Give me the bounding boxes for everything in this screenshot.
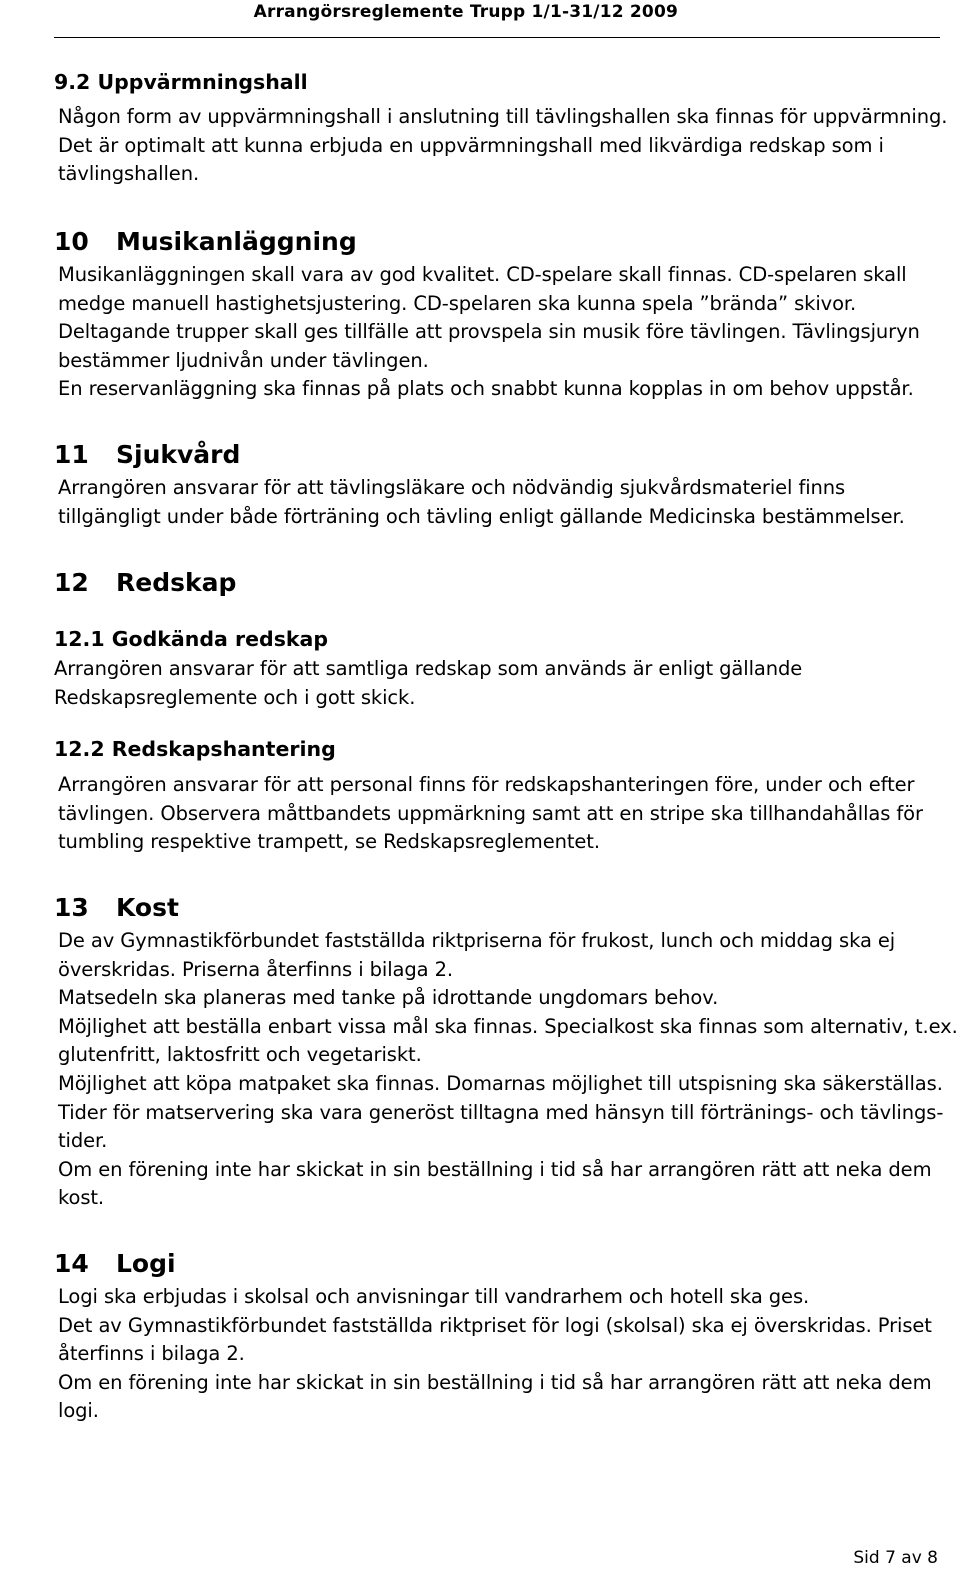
paragraph-10 <box>58 261 958 404</box>
text-line: Deltagande trupper skall ges tillfälle att provspela sin musik före tävlingen. Tävlingsjuryn <box>58 320 920 344</box>
section-title: Logi <box>116 1249 176 1278</box>
text-line: Arrangören ansvarar för att personal finns för redskapshanteringen före, under och efter <box>58 773 915 796</box>
running-header: Arrangörsreglemente Trupp 1/1-31/12 2009 <box>253 2 678 22</box>
section-number: 11 <box>54 440 89 469</box>
section-number: 12 <box>54 568 89 597</box>
text-line: Arrangören ansvarar för att samtliga redskap som används är enligt gällande <box>54 657 803 680</box>
page-number: Sid 7 av 8 <box>853 1548 938 1568</box>
text-line: Det av Gymnastikförbundet fastställda riktpriset för logi (skolsal) ska ej överskridas. Priset <box>58 1313 932 1337</box>
heading-12-2: 12.2 Redskapshantering <box>54 737 336 761</box>
text-line: Redskapsreglemente och i gott skick. <box>54 685 416 709</box>
paragraph-9-2 <box>58 103 958 189</box>
heading-11 <box>54 439 240 471</box>
section-title: Musikanläggning <box>116 227 357 256</box>
text-line: tävlingen. Observera måttbandets uppmärkning samt att en stripe ska tillhandahållas för <box>58 801 923 825</box>
heading-9-2: 9.2 Uppvärmningshall <box>54 70 308 94</box>
paragraph-14 <box>58 1283 958 1426</box>
paragraph-12-1 <box>54 655 954 712</box>
text-line: Tider för matservering ska vara generöst tilltagna med hänsyn till förtränings- och tävlings- <box>58 1100 944 1124</box>
heading-14 <box>54 1248 176 1280</box>
section-title: Redskap <box>116 568 237 597</box>
section-number: 13 <box>54 893 89 922</box>
text-line: Möjlighet att köpa matpaket ska finnas. Domarnas möjlighet till utspisning ska säkerställas. <box>58 1071 943 1095</box>
text-line: Någon form av uppvärmningshall i anslutning till tävlingshallen ska finnas för uppvärmning. <box>58 105 948 128</box>
text-line: bestämmer ljudnivån under tävlingen. <box>58 348 429 372</box>
paragraph-11 <box>58 474 958 531</box>
paragraph-12-2 <box>58 771 958 857</box>
section-title: Sjukvård <box>116 440 241 469</box>
text-line: glutenfritt, laktosfritt och vegetariskt. <box>58 1043 422 1067</box>
text-line: logi. <box>58 1399 99 1423</box>
section-number: 10 <box>54 227 89 256</box>
heading-12 <box>54 567 236 599</box>
text-line: tumbling respektive trampett, se Redskapsreglementet. <box>58 830 600 854</box>
header-divider <box>54 37 940 38</box>
text-line: medge manuell hastighetsjustering. CD-spelaren ska kunna spela ”brända” skivor. <box>58 291 857 315</box>
text-line: Arrangören ansvarar för att tävlingsläkare och nödvändig sjukvårdsmateriel finns <box>58 476 846 499</box>
heading-10 <box>54 226 357 258</box>
text-line: Matsedeln ska planeras med tanke på idrottande ungdomars behov. <box>58 986 719 1010</box>
text-line: Musikanläggningen skall vara av god kvalitet. CD-spelare skall finnas. CD-spelaren skall <box>58 263 907 286</box>
text-line: De av Gymnastikförbundet fastställda riktpriserna för frukost, lunch och middag ska ej <box>58 929 896 952</box>
heading-12-1: 12.1 Godkända redskap <box>54 627 329 651</box>
text-line: tävlingshallen. <box>58 162 200 186</box>
paragraph-13 <box>58 927 958 1213</box>
text-line: En reservanläggning ska finnas på plats och snabbt kunna kopplas in om behov uppstår. <box>58 377 914 401</box>
text-line: överskridas. Priserna återfinns i bilaga 2. <box>58 957 454 981</box>
text-line: tider. <box>58 1129 108 1153</box>
text-line: Möjlighet att beställa enbart vissa mål ska finnas. Specialkost ska finnas som alternativ, t.ex. <box>58 1014 958 1038</box>
text-line: Om en förening inte har skickat in sin beställning i tid så har arrangören rätt att neka dem <box>58 1157 932 1181</box>
text-line: Det är optimalt att kunna erbjuda en uppvärmningshall med likvärdiga redskap som i <box>58 133 884 157</box>
text-line: tillgängligt under både förträning och tävling enligt gällande Medicinska bestämmelser. <box>58 504 905 528</box>
text-line: Logi ska erbjudas i skolsal och anvisningar till vandrarhem och hotell ska ges. <box>58 1285 810 1308</box>
heading-13 <box>54 892 179 924</box>
text-line: Om en förening inte har skickat in sin beställning i tid så har arrangören rätt att neka dem <box>58 1370 932 1394</box>
text-line: kost. <box>58 1186 105 1210</box>
section-number: 14 <box>54 1249 89 1278</box>
section-title: Kost <box>116 893 179 922</box>
text-line: återfinns i bilaga 2. <box>58 1342 245 1366</box>
